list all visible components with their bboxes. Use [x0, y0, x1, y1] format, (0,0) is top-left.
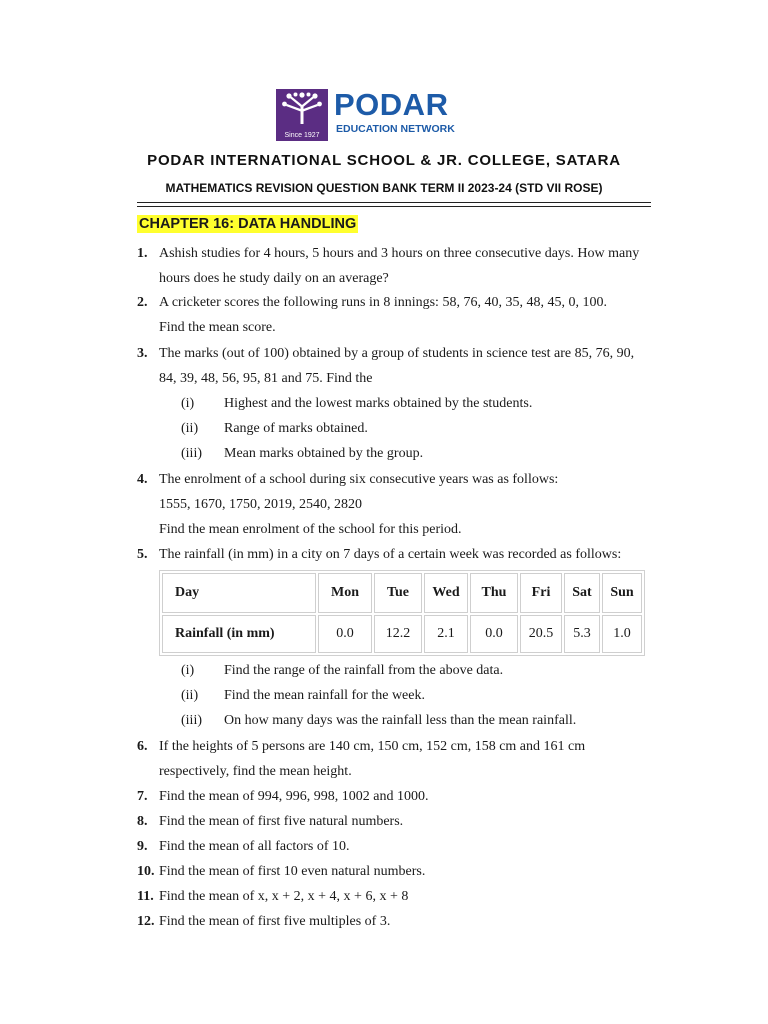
question-text: respectively, find the mean height. — [159, 764, 352, 779]
question-text: 1555, 1670, 1750, 2019, 2540, 2820 — [159, 497, 362, 512]
question-text: The enrolment of a school during six consecutive years was as follows: — [159, 472, 559, 487]
sub-question-text: On how many days was the rainfall less than the mean rainfall. — [224, 713, 577, 728]
question-number: 6. — [137, 739, 148, 754]
sub-question-label: (i) — [181, 663, 195, 678]
tree-icon — [280, 92, 324, 126]
question-number: 3. — [137, 346, 148, 361]
tree-logo-box — [276, 89, 328, 141]
sub-question-label: (iii) — [181, 446, 202, 461]
table-cell: 2.1 — [424, 615, 468, 653]
question-text: hours does he study daily on an average? — [159, 271, 389, 286]
question-text: Find the mean of x, x + 2, x + 4, x + 6, x + 8 — [159, 889, 409, 904]
question-text: 84, 39, 48, 56, 95, 81 and 75. Find the — [159, 371, 373, 386]
header-rule-top — [137, 202, 651, 203]
sub-question-text: Highest and the lowest marks obtained by the students. — [224, 396, 533, 411]
question-number: 8. — [137, 814, 148, 829]
sub-question-label: (iii) — [181, 713, 202, 728]
table-header-cell: Tue — [374, 573, 422, 613]
question-number: 12. — [137, 914, 155, 929]
question-text: Find the mean of all factors of 10. — [159, 839, 350, 854]
table-header-cell: Sun — [602, 573, 642, 613]
sub-question-text: Mean marks obtained by the group. — [224, 446, 424, 461]
question-text: Find the mean enrolment of the school for this period. — [159, 522, 462, 537]
question-text: Ashish studies for 4 hours, 5 hours and 3 hours on three consecutive days. How many — [159, 246, 640, 261]
document-subtitle: MATHEMATICS REVISION QUESTION BANK TERM II 2023-24 (STD VII ROSE) — [165, 181, 603, 195]
question-text: If the heights of 5 persons are 140 cm, 150 cm, 152 cm, 158 cm and 161 cm — [159, 739, 586, 754]
table-header-cell: Mon — [318, 573, 372, 613]
table-row — [162, 615, 642, 653]
question-text: Find the mean of first five multiples of 3. — [159, 914, 391, 929]
question-text: Find the mean of first five natural numbers. — [159, 814, 404, 829]
question-text: Find the mean score. — [159, 320, 276, 335]
table-header-cell: Thu — [470, 573, 518, 613]
sub-question-label: (i) — [181, 396, 195, 411]
question-number: 1. — [137, 246, 148, 261]
table-cell: 12.2 — [374, 615, 422, 653]
logo-tagline: EDUCATION NETWORK — [336, 123, 455, 135]
sub-question-text: Find the mean rainfall for the week. — [224, 688, 425, 703]
question-number: 11. — [137, 889, 154, 904]
sub-question-label: (ii) — [181, 421, 199, 436]
chapter-title: CHAPTER 16: DATA HANDLING — [139, 216, 357, 232]
question-number: 7. — [137, 789, 148, 804]
table-cell: 0.0 — [318, 615, 372, 653]
question-text: Find the mean of first 10 even natural numbers. — [159, 864, 426, 879]
logo-since: Since 1927 — [284, 132, 320, 139]
table-header-row — [162, 573, 642, 613]
question-text: Find the mean of 994, 996, 998, 1002 and 1000. — [159, 789, 429, 804]
table-cell: Rainfall (in mm) — [162, 615, 316, 653]
rainfall-table — [159, 570, 645, 656]
question-number: 10. — [137, 864, 155, 879]
question-text: The rainfall (in mm) in a city on 7 days of a certain week was recorded as follows: — [159, 547, 622, 562]
question-number: 4. — [137, 472, 148, 487]
table-cell: 0.0 — [470, 615, 518, 653]
sub-question-label: (ii) — [181, 688, 199, 703]
table-header-cell: Fri — [520, 573, 562, 613]
school-name: PODAR INTERNATIONAL SCHOOL & JR. COLLEGE, SATARA — [147, 152, 621, 169]
question-number: 5. — [137, 547, 148, 562]
table-cell: 20.5 — [520, 615, 562, 653]
question-number: 2. — [137, 295, 148, 310]
question-number: 9. — [137, 839, 148, 854]
table-cell: 5.3 — [564, 615, 600, 653]
table-header-cell: Wed — [424, 573, 468, 613]
podar-logo — [276, 89, 486, 141]
header-rule-bottom — [137, 206, 651, 207]
sub-question-text: Range of marks obtained. — [224, 421, 368, 436]
table-header-cell: Day — [162, 573, 316, 613]
table-header-cell: Sat — [564, 573, 600, 613]
question-text: A cricketer scores the following runs in 8 innings: 58, 76, 40, 35, 48, 45, 0, 100. — [159, 295, 607, 310]
table-cell: 1.0 — [602, 615, 642, 653]
logo-brand: PODAR — [334, 87, 449, 122]
question-text: The marks (out of 100) obtained by a group of students in science test are 85, 76, 90, — [159, 346, 635, 361]
sub-question-text: Find the range of the rainfall from the above data. — [224, 663, 504, 678]
